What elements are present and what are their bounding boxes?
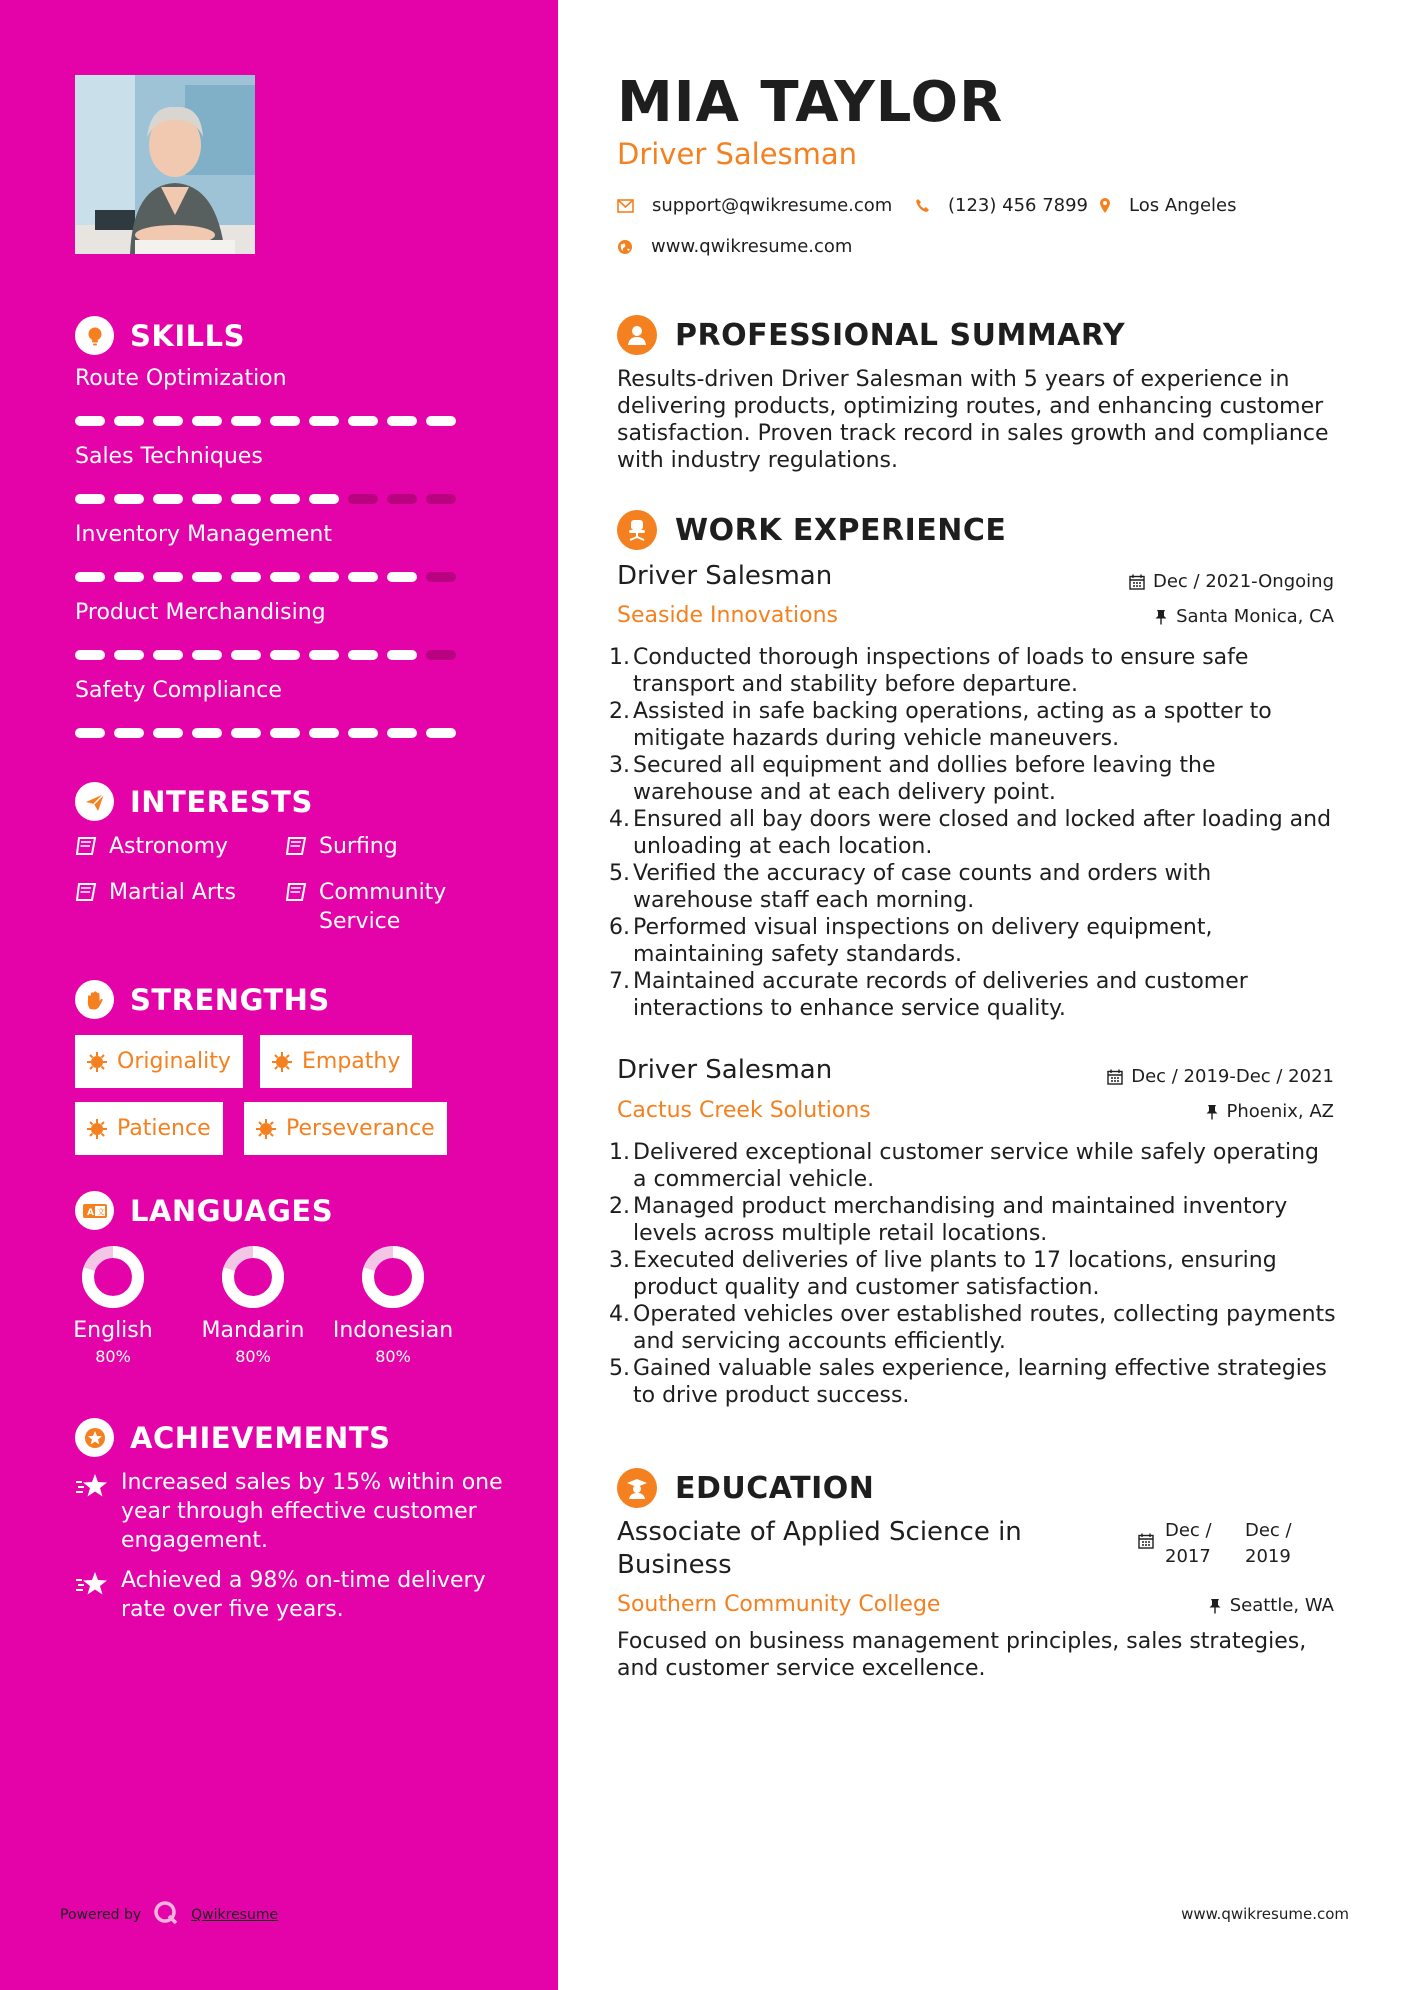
skill-dot-filled bbox=[348, 572, 378, 582]
candidate-name: MIA TAYLOR bbox=[617, 70, 1004, 135]
skill-dot-filled bbox=[348, 416, 378, 426]
sunburst-icon bbox=[87, 1119, 107, 1139]
map-pin-icon bbox=[1099, 197, 1111, 214]
education-end-date: Dec / 2019 bbox=[1245, 1520, 1292, 1567]
language-gauge bbox=[82, 1246, 144, 1308]
book-icon bbox=[285, 882, 307, 911]
qwikresume-link[interactable]: Qwikresume bbox=[191, 1907, 279, 1923]
skill-name: Safety Compliance bbox=[75, 678, 282, 703]
bullet-text: Performed visual inspections on delivery equipment, maintaining safety standards. bbox=[633, 915, 1213, 967]
skill-dot-filled bbox=[153, 728, 183, 738]
skill-dot-filled bbox=[114, 728, 144, 738]
hand-icon bbox=[75, 980, 114, 1019]
job-location: Santa Monica, CA bbox=[1154, 606, 1334, 627]
contact-email[interactable]: support@qwikresume.com bbox=[617, 195, 892, 216]
star-icon bbox=[75, 1472, 109, 1506]
skill-dot-filled bbox=[153, 416, 183, 426]
skill-dot-filled bbox=[114, 650, 144, 660]
bullet-text: Managed product merchandising and maintained inventory levels across multiple retail locations. bbox=[633, 1194, 1288, 1246]
language-gauge bbox=[362, 1246, 424, 1308]
skill-dot-filled bbox=[309, 494, 339, 504]
contact-phone[interactable]: (123) 456 7899 bbox=[915, 195, 1088, 216]
skill-dot-filled bbox=[231, 728, 261, 738]
interest-item: Community Service bbox=[285, 878, 475, 936]
graduate-icon bbox=[617, 1468, 657, 1508]
skill-name: Sales Techniques bbox=[75, 444, 263, 469]
skill-dot-filled bbox=[309, 416, 339, 426]
book-icon bbox=[285, 836, 307, 865]
profile-photo bbox=[75, 75, 255, 254]
skill-dot-filled bbox=[153, 572, 183, 582]
globe-icon bbox=[617, 239, 633, 255]
education-heading: EDUCATION bbox=[617, 1468, 874, 1508]
skill-dot-filled bbox=[192, 728, 222, 738]
skill-dot-filled bbox=[387, 416, 417, 426]
job-bullet bbox=[609, 644, 1337, 698]
bullet-number: 2. bbox=[609, 699, 630, 724]
strength-badge: Patience bbox=[75, 1102, 223, 1155]
skill-dot-filled bbox=[387, 650, 417, 660]
skill-dot-filled bbox=[231, 572, 261, 582]
job-location: Phoenix, AZ bbox=[1205, 1101, 1335, 1122]
skill-dot-filled bbox=[270, 494, 300, 504]
bullet-number: 5. bbox=[609, 1356, 630, 1381]
bullet-text: Conducted thorough inspections of loads to ensure safe transport and stability before departure. bbox=[633, 645, 1249, 697]
experience-heading: WORK EXPERIENCE bbox=[617, 510, 1006, 550]
skill-dot-filled bbox=[309, 728, 339, 738]
bullet-number: 2. bbox=[609, 1194, 630, 1219]
strengths-heading: STRENGTHS bbox=[75, 980, 330, 1019]
skill-dot-filled bbox=[387, 728, 417, 738]
language-item bbox=[328, 1246, 458, 1366]
bullet-number: 1. bbox=[609, 645, 630, 670]
language-name: Indonesian bbox=[332, 1318, 454, 1343]
education-degree: Associate of Applied Science in Business bbox=[617, 1517, 1022, 1580]
bullet-text: Gained valuable sales experience, learning effective strategies to drive product success. bbox=[633, 1356, 1327, 1408]
languages-heading: A 文 LANGUAGES bbox=[75, 1191, 333, 1230]
skill-dot-filled bbox=[309, 572, 339, 582]
language-gauge bbox=[222, 1246, 284, 1308]
sunburst-icon bbox=[256, 1119, 276, 1139]
skill-dot-filled bbox=[270, 650, 300, 660]
bullet-number: 7. bbox=[609, 969, 630, 994]
paper-plane-icon bbox=[75, 782, 114, 821]
qwikresume-logo-icon bbox=[153, 1900, 179, 1930]
envelope-icon bbox=[617, 199, 634, 213]
skill-dot-filled bbox=[192, 572, 222, 582]
job-dates: Dec / 2019-Dec / 2021 bbox=[1107, 1066, 1334, 1087]
language-name: English bbox=[73, 1318, 153, 1343]
bullet-text: Maintained accurate records of deliveries and customer interactions to enhance service quality. bbox=[633, 969, 1248, 1021]
interests-heading: INTERESTS bbox=[75, 782, 313, 821]
job-bullet bbox=[609, 1193, 1337, 1247]
sidebar bbox=[0, 0, 558, 1990]
job-bullet bbox=[609, 968, 1337, 1022]
achievement-item: Increased sales by 15% within one year through effective customer engagement. bbox=[75, 1468, 505, 1555]
skill-dot-filled bbox=[114, 494, 144, 504]
skill-dot-filled bbox=[270, 416, 300, 426]
skill-dot-filled bbox=[75, 494, 105, 504]
skill-dot-filled bbox=[75, 416, 105, 426]
bullet-number: 6. bbox=[609, 915, 630, 940]
skill-dot-filled bbox=[231, 494, 261, 504]
skill-dot-filled bbox=[231, 416, 261, 426]
user-icon bbox=[617, 315, 657, 355]
interest-item: Surfing bbox=[285, 832, 398, 865]
office-chair-icon bbox=[617, 510, 657, 550]
skill-dot-filled bbox=[153, 650, 183, 660]
pushpin-icon bbox=[1205, 1104, 1219, 1120]
bullet-number: 1. bbox=[609, 1140, 630, 1165]
language-percent: 80% bbox=[95, 1347, 131, 1366]
skill-dot-filled bbox=[75, 572, 105, 582]
summary-text: Results-driven Driver Salesman with 5 years of experience in delivering products, optimizing routes, and enhancing customer satisfaction. Proven track record in sales growth and compliance with industry regulations. bbox=[617, 367, 1329, 473]
strength-badge: Empathy bbox=[260, 1035, 412, 1088]
language-item bbox=[48, 1246, 178, 1366]
contact-website[interactable]: www.qwikresume.com bbox=[617, 236, 852, 257]
calendar-icon bbox=[1107, 1069, 1123, 1085]
skill-level-bar bbox=[75, 416, 465, 426]
summary-heading: PROFESSIONAL SUMMARY bbox=[617, 315, 1125, 355]
language-percent: 80% bbox=[375, 1347, 411, 1366]
skill-level-bar bbox=[75, 494, 465, 504]
bullet-text: Ensured all bay doors were closed and locked after loading and unloading at each location. bbox=[633, 807, 1332, 859]
skill-level-bar bbox=[75, 728, 465, 738]
skill-dot-filled bbox=[270, 572, 300, 582]
bullet-number: 3. bbox=[609, 1248, 630, 1273]
job-dates: Dec / 2021-Ongoing bbox=[1129, 571, 1334, 592]
powered-by: Powered by Qwikresume bbox=[60, 1900, 278, 1930]
skill-dot-filled bbox=[192, 494, 222, 504]
phone-icon bbox=[915, 198, 930, 213]
job-company: Cactus Creek Solutions bbox=[617, 1098, 871, 1123]
bullet-number: 3. bbox=[609, 753, 630, 778]
svg-text:文: 文 bbox=[96, 1207, 105, 1216]
job-role: Driver Salesman bbox=[617, 561, 833, 591]
skill-name: Route Optimization bbox=[75, 366, 287, 391]
book-icon bbox=[75, 882, 97, 911]
skill-dot-empty bbox=[426, 572, 456, 582]
language-percent: 80% bbox=[235, 1347, 271, 1366]
skill-dot-filled bbox=[153, 494, 183, 504]
contact-location: Los Angeles bbox=[1099, 195, 1237, 216]
skill-dot-filled bbox=[75, 650, 105, 660]
sunburst-icon bbox=[272, 1052, 292, 1072]
skill-dot-filled bbox=[309, 650, 339, 660]
skill-dot-filled bbox=[426, 416, 456, 426]
skill-dot-filled bbox=[192, 650, 222, 660]
calendar-icon bbox=[1129, 574, 1145, 590]
job-bullets bbox=[609, 1139, 1337, 1409]
skills-heading: SKILLS bbox=[75, 316, 245, 355]
job-bullet bbox=[609, 1301, 1337, 1355]
translate-icon bbox=[75, 1191, 114, 1230]
bullet-number: 5. bbox=[609, 861, 630, 886]
skill-dot-filled bbox=[114, 572, 144, 582]
star-badge-icon bbox=[75, 1418, 114, 1457]
skill-dot-filled bbox=[231, 650, 261, 660]
skill-dot-filled bbox=[348, 728, 378, 738]
bullet-number: 4. bbox=[609, 1302, 630, 1327]
pushpin-icon bbox=[1208, 1598, 1222, 1614]
achievement-item: Achieved a 98% on-time delivery rate over five years. bbox=[75, 1566, 505, 1624]
sunburst-icon bbox=[87, 1052, 107, 1072]
skill-dot-empty bbox=[348, 494, 378, 504]
skill-dot-filled bbox=[75, 728, 105, 738]
education-location: Seattle, WA bbox=[1208, 1595, 1334, 1616]
job-company: Seaside Innovations bbox=[617, 603, 838, 628]
skill-dot-empty bbox=[426, 494, 456, 504]
skill-dot-filled bbox=[387, 572, 417, 582]
bullet-text: Operated vehicles over established routes, collecting payments and servicing accounts efficiently. bbox=[633, 1302, 1336, 1354]
job-bullet bbox=[609, 1139, 1337, 1193]
job-bullet bbox=[609, 860, 1337, 914]
bullet-text: Executed deliveries of live plants to 17 locations, ensuring product quality and customer satisfaction. bbox=[633, 1248, 1277, 1300]
lightbulb-icon bbox=[75, 316, 114, 355]
skill-name: Inventory Management bbox=[75, 522, 332, 547]
svg-text:A: A bbox=[86, 1207, 94, 1218]
skill-level-bar bbox=[75, 572, 465, 582]
job-bullet bbox=[609, 914, 1337, 968]
interest-item: Martial Arts bbox=[75, 878, 236, 911]
strength-badge: Perseverance bbox=[244, 1102, 447, 1155]
pushpin-icon bbox=[1154, 609, 1168, 625]
bullet-text: Delivered exceptional customer service while safely operating a commercial vehicle. bbox=[633, 1140, 1319, 1192]
job-bullet bbox=[609, 806, 1337, 860]
job-bullet bbox=[609, 1355, 1337, 1409]
bullet-text: Assisted in safe backing operations, acting as a spotter to mitigate hazards during vehicle maneuvers. bbox=[633, 699, 1272, 751]
skill-name: Product Merchandising bbox=[75, 600, 326, 625]
job-bullet bbox=[609, 752, 1337, 806]
education-start-date: Dec / 2017 bbox=[1165, 1520, 1212, 1567]
skill-dot-filled bbox=[426, 728, 456, 738]
skill-level-bar bbox=[75, 650, 465, 660]
job-bullet bbox=[609, 698, 1337, 752]
skill-dot-filled bbox=[348, 650, 378, 660]
book-icon bbox=[75, 836, 97, 865]
skill-dot-filled bbox=[114, 416, 144, 426]
job-role: Driver Salesman bbox=[617, 1055, 833, 1085]
candidate-title: Driver Salesman bbox=[617, 137, 858, 171]
calendar-icon bbox=[1138, 1533, 1154, 1549]
education-school: Southern Community College bbox=[617, 1592, 941, 1617]
job-bullet bbox=[609, 1247, 1337, 1301]
bullet-number: 4. bbox=[609, 807, 630, 832]
skill-dot-filled bbox=[192, 416, 222, 426]
footer-url[interactable]: www.qwikresume.com bbox=[1181, 1905, 1349, 1923]
bullet-text: Secured all equipment and dollies before leaving the warehouse and at each delivery point. bbox=[633, 753, 1216, 805]
skill-dot-empty bbox=[426, 650, 456, 660]
strength-badge: Originality bbox=[75, 1035, 243, 1088]
skill-dot-empty bbox=[387, 494, 417, 504]
bullet-text: Verified the accuracy of case counts and orders with warehouse staff each morning. bbox=[633, 861, 1212, 913]
interest-item: Astronomy bbox=[75, 832, 228, 865]
language-name: Mandarin bbox=[201, 1318, 305, 1343]
star-icon bbox=[75, 1570, 109, 1604]
language-item bbox=[188, 1246, 318, 1366]
education-description: Focused on business management principles, sales strategies, and customer service excellence. bbox=[617, 1629, 1307, 1681]
achievements-heading: ACHIEVEMENTS bbox=[75, 1418, 390, 1457]
job-bullets bbox=[609, 644, 1337, 1022]
skill-dot-filled bbox=[270, 728, 300, 738]
